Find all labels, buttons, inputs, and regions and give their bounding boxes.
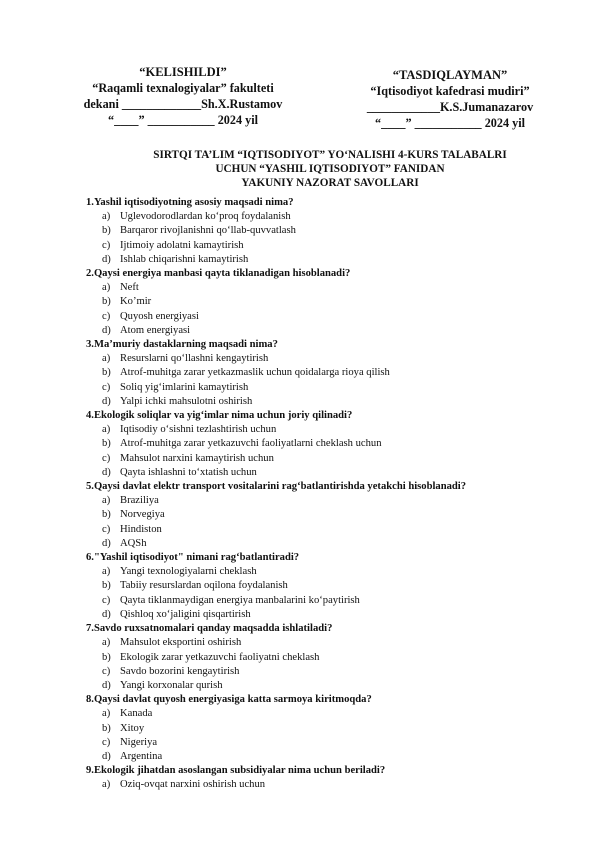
answer-options <box>86 636 576 693</box>
answer-option <box>86 452 576 466</box>
answer-option <box>86 750 576 764</box>
option-text: Braziliya <box>120 495 159 507</box>
option-letter: b) <box>102 225 111 237</box>
answer-option <box>86 224 576 238</box>
option-letter: a) <box>102 637 111 649</box>
question-item <box>86 622 576 693</box>
answer-option <box>86 295 576 309</box>
question-list <box>86 196 576 793</box>
question-item <box>86 196 576 267</box>
answer-options <box>86 352 576 409</box>
question-text: 5.Qaysi davlat elektr transport vositalarini rag‘batlantirishda yetakchi hisoblanadi? <box>86 481 467 493</box>
approval-block-right <box>345 67 555 131</box>
option-text: Atom energiyasi <box>120 324 191 336</box>
answer-option <box>86 608 576 622</box>
option-letter: d) <box>102 395 111 407</box>
option-letter: c) <box>102 665 111 677</box>
answer-options <box>86 707 576 764</box>
option-letter: c) <box>102 594 111 606</box>
option-letter: a) <box>102 282 111 294</box>
answer-option <box>86 707 576 721</box>
option-text: Iqtisodiy o‘sishni tezlashtirish uchun <box>120 424 277 436</box>
option-text: Soliq yig‘imlarini kamaytirish <box>120 381 249 393</box>
option-letter: d) <box>102 750 111 762</box>
question-item <box>86 764 576 792</box>
option-text: Kanada <box>120 708 153 720</box>
option-text: Argentina <box>120 750 163 762</box>
option-text: Mahsulot eksportini oshirish <box>120 637 242 649</box>
answer-option <box>86 437 576 451</box>
option-letter: c) <box>102 736 111 748</box>
answer-option <box>86 366 576 380</box>
document-title <box>120 148 540 190</box>
title-line-1: SIRTQI TA’LIM “IQTISODIYOT” YO‘NALISHI 4-KURS TALABALRI <box>153 149 507 161</box>
title-line-3: YAKUNIY NAZORAT SAVOLLARI <box>241 177 419 189</box>
option-text: Yangi texnologiyalarni cheklash <box>120 566 257 578</box>
option-text: Quyosh energiyasi <box>120 310 199 322</box>
option-letter: d) <box>102 253 111 265</box>
approval-block-left <box>78 64 288 128</box>
department-line: “Iqtisodiyot kafedrasi mudiri” <box>370 84 530 98</box>
answer-options <box>86 494 576 551</box>
option-text: Ishlab chiqarishni kamaytirish <box>120 253 249 265</box>
option-letter: b) <box>102 296 111 308</box>
option-letter: c) <box>102 523 111 535</box>
answer-option <box>86 395 576 409</box>
approval-date: “____” ___________ 2024 yil <box>375 116 525 130</box>
option-text: Savdo bozorini kengaytirish <box>120 665 240 677</box>
answer-option <box>86 281 576 295</box>
option-letter: a) <box>102 708 111 720</box>
option-text: Qishloq xo‘jaligini qisqartirish <box>120 608 251 620</box>
option-letter: a) <box>102 495 111 507</box>
option-letter: c) <box>102 310 111 322</box>
option-text: Atrof-muhitga zarar yetkazmaslik uchun qoidalarga rioya qilish <box>120 367 390 379</box>
option-letter: d) <box>102 679 111 691</box>
option-letter: b) <box>102 722 111 734</box>
question-text: 1.Yashil iqtisodiyotning asosiy maqsadi nima? <box>86 197 294 208</box>
answer-option <box>86 494 576 508</box>
approval-date: “____” ___________ 2024 yil <box>108 113 258 127</box>
option-text: Ekologik zarar yetkazuvchi faoliyatni cheklash <box>120 651 320 663</box>
approval-heading: “TASDIQLAYMAN” <box>392 68 508 82</box>
option-letter: a) <box>102 566 111 578</box>
option-letter: d) <box>102 608 111 620</box>
answer-option <box>86 537 576 551</box>
answer-option <box>86 253 576 267</box>
question-item <box>86 480 576 551</box>
question-text: 2.Qaysi energiya manbasi qayta tiklanadigan hisoblanadi? <box>86 268 351 280</box>
option-text: Qayta ishlashni to‘xtatish uchun <box>120 466 257 478</box>
option-letter: d) <box>102 466 111 478</box>
answer-options <box>86 565 576 622</box>
option-letter: a) <box>102 211 111 223</box>
option-letter: b) <box>102 509 111 521</box>
option-letter: a) <box>102 779 111 791</box>
option-text: Neft <box>120 282 139 294</box>
option-text: Atrof-muhitga zarar yetkazuvchi faoliyatlarni cheklash uchun <box>120 438 382 450</box>
option-letter: d) <box>102 537 111 549</box>
question-text: 6."Yashil iqtisodiyot" nimani rag‘batlantiradi? <box>86 552 300 564</box>
option-text: Ijtimoiy adolatni kamaytirish <box>120 239 244 251</box>
title-line-2: UCHUN “YASHIL IQTISODIYOT” FANIDAN <box>215 163 445 175</box>
question-text: 9.Ekologik jihatdan asoslangan subsidiyalar nima uchun beriladi? <box>86 765 386 777</box>
option-text: Norvegiya <box>120 509 165 521</box>
approval-heading: “KELISHILDI” <box>139 65 227 79</box>
option-text: Uglevodorodlardan ko‘proq foydalanish <box>120 211 291 223</box>
answer-option <box>86 310 576 324</box>
answer-option <box>86 651 576 665</box>
option-text: Tabiiy resurslardan oqilona foydalanish <box>120 580 288 592</box>
question-text: 7.Savdo ruxsatnomalari qanday maqsadda ishlatiladi? <box>86 623 333 635</box>
option-text: Xitoy <box>120 722 145 734</box>
answer-option <box>86 239 576 253</box>
answer-option <box>86 381 576 395</box>
answer-option <box>86 722 576 736</box>
answer-option <box>86 579 576 593</box>
answer-option <box>86 466 576 480</box>
option-letter: d) <box>102 324 111 336</box>
dean-signature-line: dekani _____________Sh.X.Rustamov <box>83 97 283 111</box>
option-text: Resurslarni qo‘llashni kengaytirish <box>120 353 269 365</box>
question-text: 8.Qaysi davlat quyosh energiyasiga katta sarmoya kiritmoqda? <box>86 694 372 706</box>
option-letter: c) <box>102 239 111 251</box>
option-text: Barqaror rivojlanishni qo‘llab-quvvatlash <box>120 225 296 237</box>
answer-options <box>86 210 576 267</box>
question-item <box>86 409 576 480</box>
answer-option <box>86 736 576 750</box>
head-signature-line: ____________K.S.Jumanazarov <box>366 100 534 114</box>
option-letter: b) <box>102 580 111 592</box>
answer-option <box>86 565 576 579</box>
answer-option <box>86 423 576 437</box>
option-letter: b) <box>102 367 111 379</box>
option-text: AQSh <box>120 537 147 549</box>
option-letter: a) <box>102 353 111 365</box>
option-text: Ko’mir <box>120 296 152 308</box>
option-text: Qayta tiklanmaydigan energiya manbalarini ko‘paytirish <box>120 594 360 606</box>
answer-option <box>86 523 576 537</box>
answer-option <box>86 665 576 679</box>
option-text: Yalpi ichki mahsulotni oshirish <box>120 395 253 407</box>
question-item <box>86 693 576 764</box>
option-text: Oziq-ovqat narxini oshirish uchun <box>120 779 266 791</box>
option-letter: c) <box>102 381 111 393</box>
faculty-line: “Raqamli texnalogiyalar” fakulteti <box>92 81 274 95</box>
option-text: Yangi korxonalar qurish <box>120 679 223 691</box>
answer-option <box>86 636 576 650</box>
question-item <box>86 267 576 338</box>
option-letter: a) <box>102 424 111 436</box>
option-letter: c) <box>102 452 111 464</box>
option-text: Hindiston <box>120 523 162 535</box>
option-text: Nigeriya <box>120 736 158 748</box>
question-item <box>86 338 576 409</box>
question-text: 4.Ekologik soliqlar va yig‘imlar nima uchun joriy qilinadi? <box>86 410 353 422</box>
answer-options <box>86 778 576 792</box>
question-text: 3.Ma’muriy dastaklarning maqsadi nima? <box>86 339 278 351</box>
answer-option <box>86 594 576 608</box>
answer-options <box>86 423 576 480</box>
answer-option <box>86 352 576 366</box>
answer-option <box>86 778 576 792</box>
answer-options <box>86 281 576 338</box>
answer-option <box>86 508 576 522</box>
option-text: Mahsulot narxini kamaytirish uchun <box>120 452 274 464</box>
option-letter: b) <box>102 651 111 663</box>
answer-option <box>86 210 576 224</box>
answer-option <box>86 679 576 693</box>
answer-option <box>86 324 576 338</box>
question-item <box>86 551 576 622</box>
option-letter: b) <box>102 438 111 450</box>
